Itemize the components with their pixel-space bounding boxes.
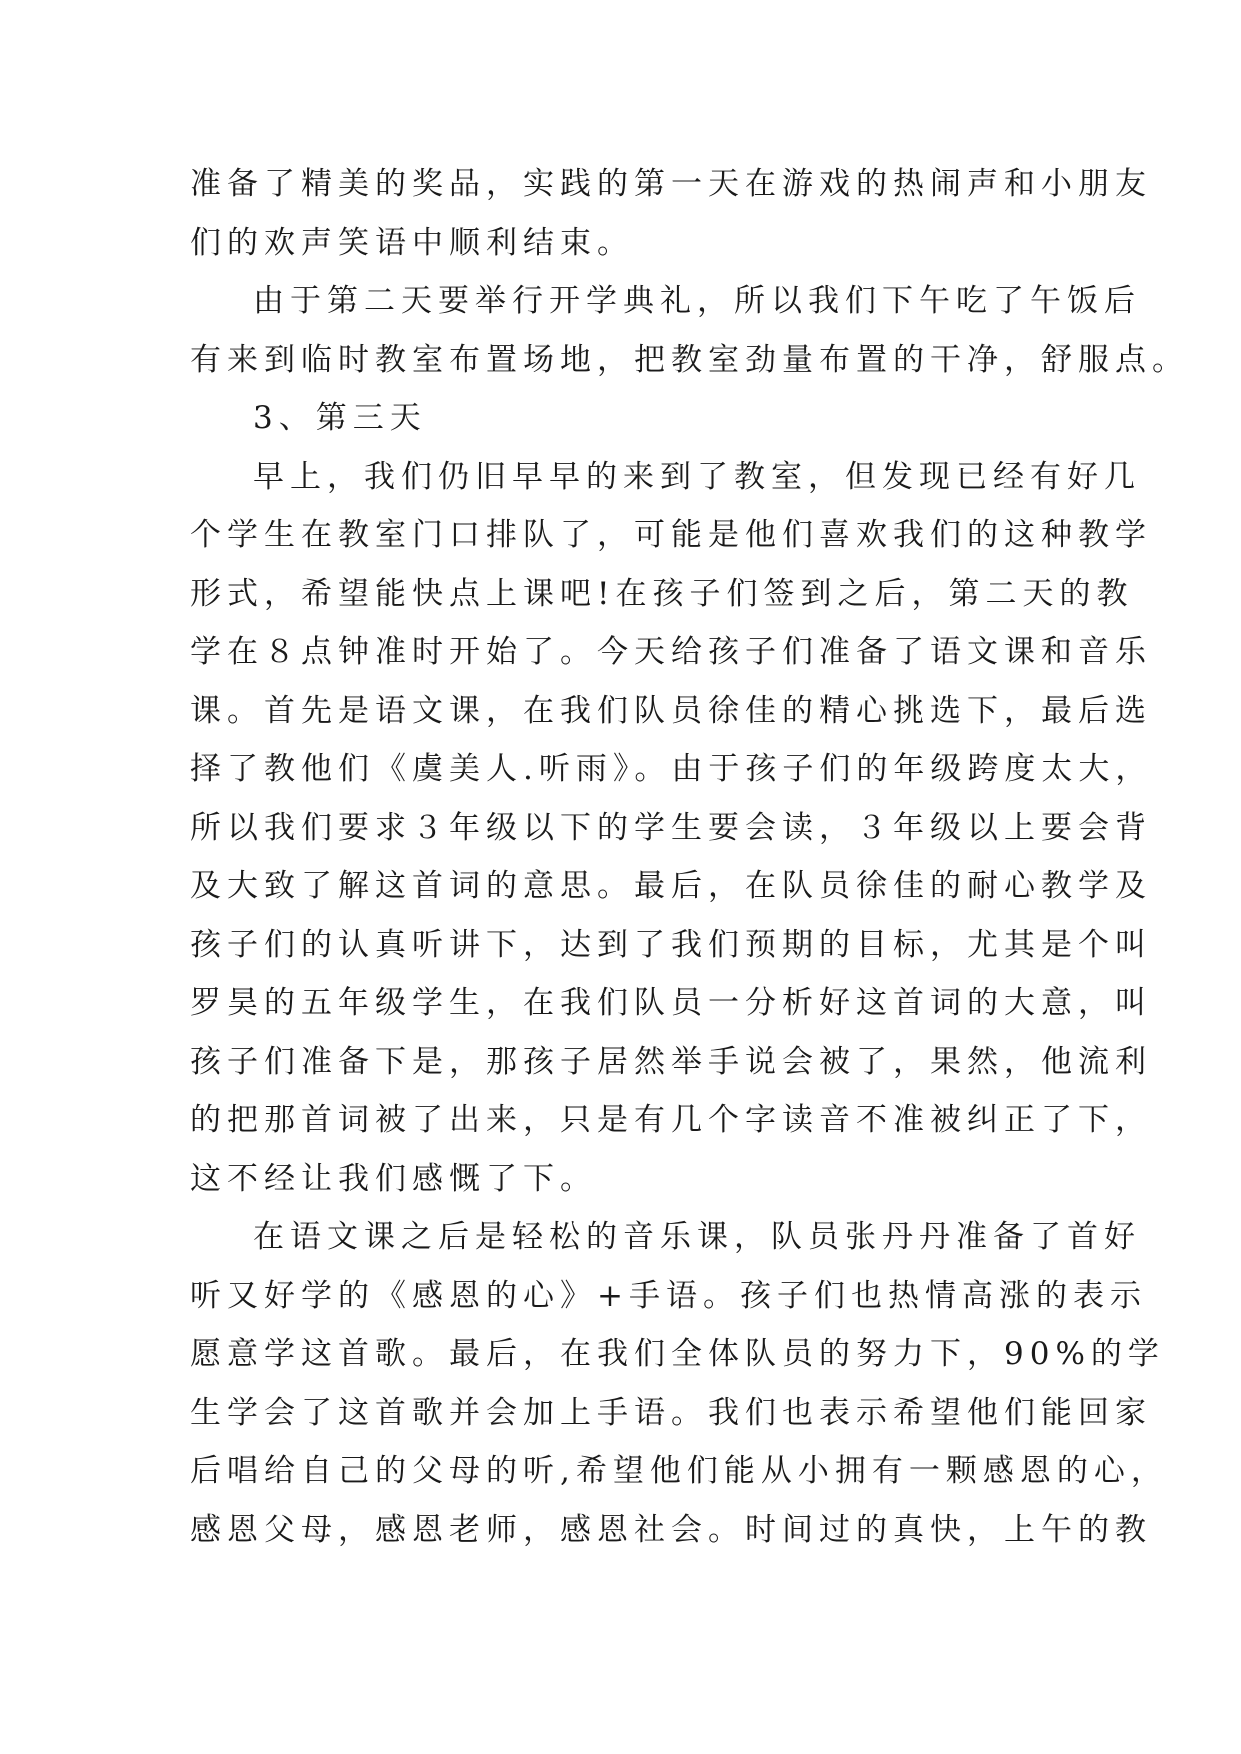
text-line: 及大致了解这首词的意思。最后，在队员徐佳的耐心教学及 [190, 868, 1152, 904]
body-text [190, 155, 1189, 1559]
paragraph-start-line: 由于第二天要举行开学典礼，所以我们下午吃了午饭后 [253, 283, 1141, 319]
text-line: 们的欢声笑语中顺利结束。 [190, 224, 634, 261]
text-line: 个学生在教室门口排队了，可能是他们喜欢我们的这种教学 [190, 517, 1152, 553]
text-line: 听又好学的《感恩的心》+手语。孩子们也热情高涨的表示 [190, 1277, 1147, 1314]
text-line: 罗昊的五年级学生，在我们队员一分析好这首词的大意，叫 [190, 985, 1152, 1021]
text-line: 学在８点钟准时开始了。今天给孩子们准备了语文课和音乐 [190, 634, 1152, 670]
text-line: 后唱给自己的父母的听,希望他们能从小拥有一颗感恩的心， [190, 1453, 1168, 1489]
text-line: 课。首先是语文课，在我们队员徐佳的精心挑选下，最后选 [190, 692, 1152, 729]
text-line: 择了教他们《虞美人.听雨》。由于孩子们的年级跨度太大， [190, 751, 1153, 787]
text-line: 生学会了这首歌并会加上手语。我们也表示希望他们能回家 [190, 1394, 1152, 1431]
paragraph-start-line: 早上，我们仍旧早早的来到了教室，但发现已经有好几 [253, 458, 1141, 495]
text-line: 愿意学这首歌。最后，在我们全体队员的努力下，90%的学 [190, 1336, 1165, 1372]
text-line: 孩子们的认真听讲下，达到了我们预期的目标，尤其是个叫 [190, 926, 1152, 963]
text-line: 的把那首词被了出来，只是有几个字读音不准被纠正了下， [190, 1102, 1152, 1138]
text-line: 孩子们准备下是，那孩子居然举手说会被了，果然，他流利 [190, 1043, 1152, 1080]
text-line: 准备了精美的奖品，实践的第一天在游戏的热闹声和小朋友 [190, 166, 1152, 202]
section-heading: 3、第三天 [253, 400, 427, 436]
text-line: 所以我们要求３年级以下的学生要会读，３年级以上要会背 [190, 809, 1152, 846]
text-line: 有来到临时教室布置场地，把教室劲量布置的干净，舒服点。 [190, 341, 1189, 378]
text-line: 形式，希望能快点上课吧!在孩子们签到之后，第二天的教 [190, 575, 1134, 612]
text-line: 这不经让我们感慨了下。 [190, 1160, 597, 1197]
text-line: 感恩父母，感恩老师，感恩社会。时间过的真快，上午的教 [190, 1511, 1152, 1548]
paragraph-start-line: 在语文课之后是轻松的音乐课，队员张丹丹准备了首好 [253, 1219, 1141, 1255]
